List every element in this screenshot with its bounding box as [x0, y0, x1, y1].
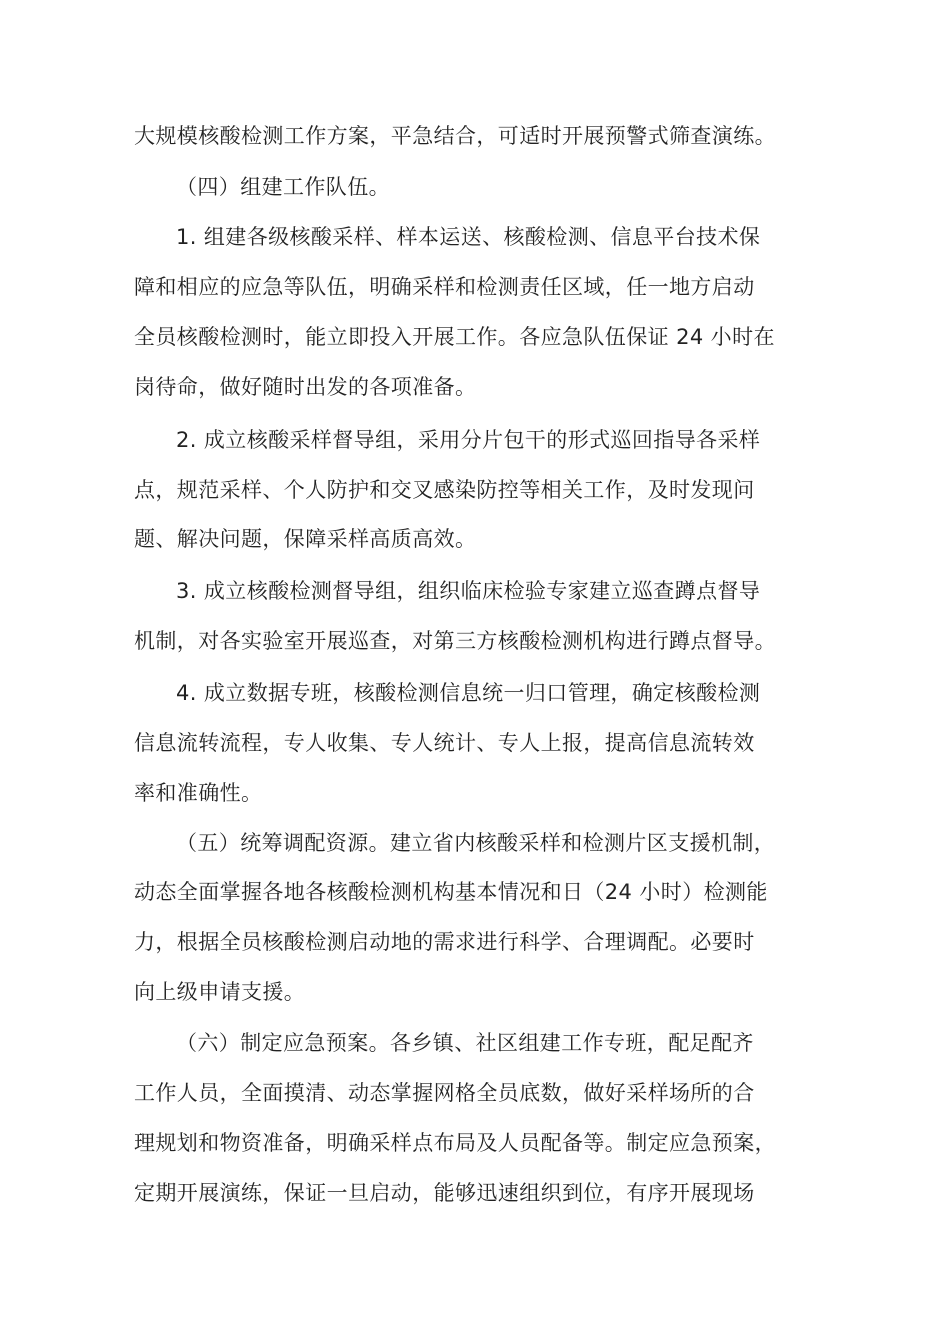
section-heading: （五）统筹调配资源。建立省内核酸采样和检测片区支援机制，	[176, 831, 776, 855]
text-line: 题、解决问题，保障采样高质高效。	[134, 527, 477, 551]
section-heading: （四）组建工作队伍。	[176, 175, 390, 199]
text-line: 点，规范采样、个人防护和交叉感染防控等相关工作，及时发现问	[134, 478, 755, 502]
text-line: 障和相应的应急等队伍，明确采样和检测责任区域，任一地方启动	[134, 275, 755, 299]
text-line: 力，根据全员核酸检测启动地的需求进行科学、合理调配。必要时	[134, 930, 755, 954]
text-line: 理规划和物资准备，明确采样点布局及人员配备等。制定应急预案，	[134, 1131, 776, 1155]
text-line: 3. 成立核酸检测督导组，组织临床检验专家建立巡查蹲点督导	[176, 579, 761, 603]
text-line: 动态全面掌握各地各核酸检测机构基本情况和日（24 小时）检测能	[134, 880, 768, 904]
text-line: 率和准确性。	[134, 781, 263, 805]
text-line: 岗待命，做好随时出发的各项准备。	[134, 375, 477, 399]
text-line: 4. 成立数据专班，核酸检测信息统一归口管理，确定核酸检测	[176, 681, 761, 705]
text-line: 大规模核酸检测工作方案，平急结合，可适时开展预警式筛查演练。	[134, 124, 776, 148]
text-line: 2. 成立核酸采样督导组，采用分片包干的形式巡回指导各采样	[176, 428, 761, 452]
text-line: 1. 组建各级核酸采样、样本运送、核酸检测、信息平台技术保	[176, 225, 761, 249]
text-line: 机制，对各实验室开展巡查，对第三方核酸检测机构进行蹲点督导。	[134, 629, 776, 653]
text-line: 向上级申请支援。	[134, 980, 306, 1004]
section-heading: （六）制定应急预案。各乡镇、社区组建工作专班，配足配齐	[176, 1031, 754, 1055]
text-line: 信息流转流程，专人收集、专人统计、专人上报，提高信息流转效	[134, 731, 755, 755]
text-line: 全员核酸检测时，能立即投入开展工作。各应急队伍保证 24 小时在	[134, 325, 775, 349]
text-line: 工作人员，全面摸清、动态掌握网格全员底数，做好采样场所的合	[134, 1081, 755, 1105]
text-line: 定期开展演练，保证一旦启动，能够迅速组织到位，有序开展现场	[134, 1181, 755, 1205]
